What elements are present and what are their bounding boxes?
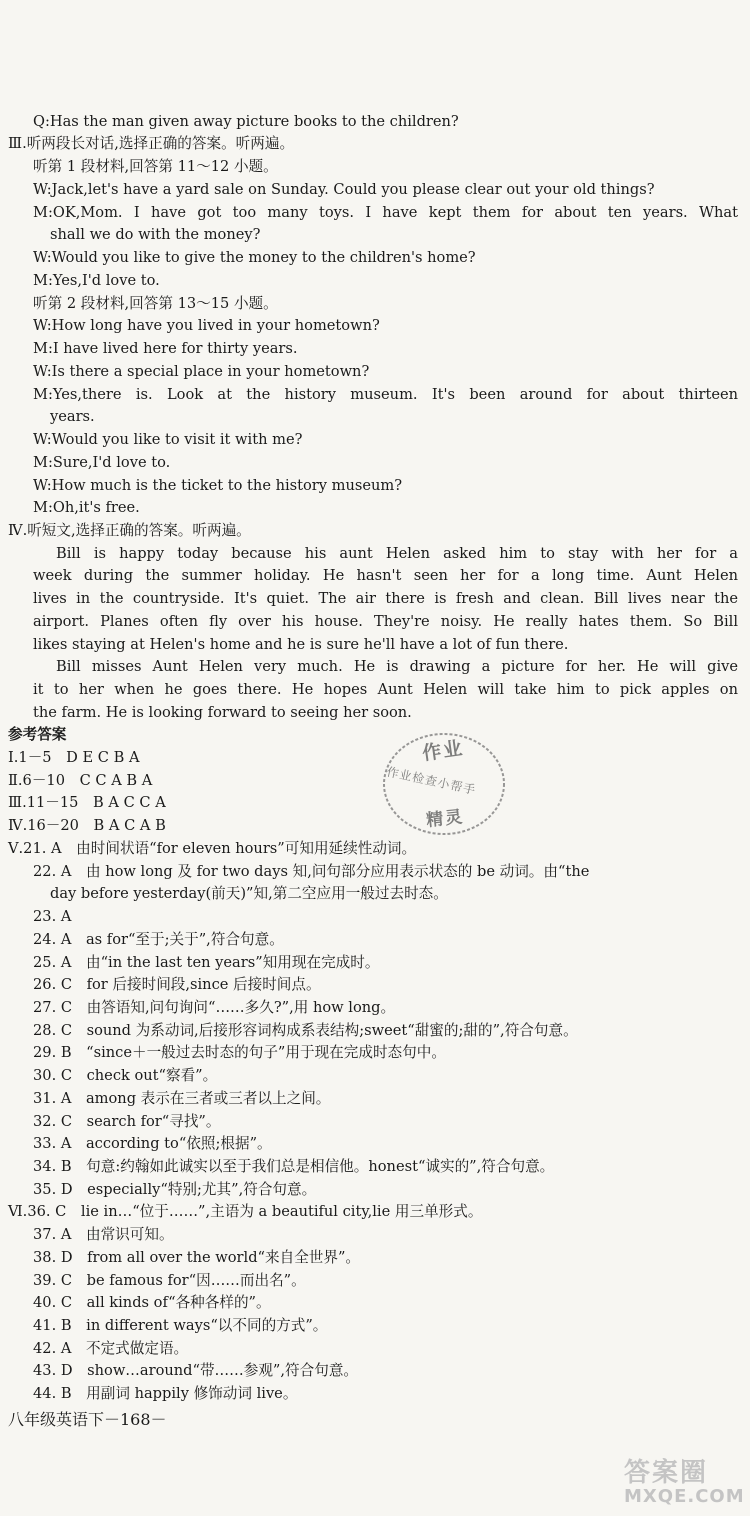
text-line: 24. A as for“至于;关于”,符合句意。: [33, 931, 284, 948]
text-line: 38. D from all over the world“来自全世界”。: [33, 1249, 361, 1266]
text-line: Ⅰ.1－5 D E C B A: [8, 749, 140, 766]
seal-stamp: [378, 728, 510, 840]
stamp-text-top: 作业: [420, 737, 466, 765]
text-line: 33. A according to“依照;根据”。: [33, 1135, 272, 1152]
text-line: M:Yes,there is. Look at the history museum. It's been around for about thirteen: [33, 386, 738, 403]
text-line: Bill is happy today because his aunt Helen asked him to stay with her for a: [56, 545, 738, 562]
text-line: 31. A among 表示在三者或三者以上之间。: [33, 1090, 331, 1107]
text-line: W:Jack,let's have a yard sale on Sunday. Could you please clear out your old things?: [33, 181, 655, 198]
text-line: 41. B in different ways“以不同的方式”。: [33, 1317, 328, 1334]
stamp-text-bottom: 精灵: [425, 807, 466, 831]
text-line: 26. C for 后接时间段,since 后接时间点。: [33, 976, 321, 993]
text-line: M:I have lived here for thirty years.: [33, 340, 298, 357]
text-line: M:Yes,I'd love to.: [33, 272, 160, 289]
text-line: Ⅱ.6－10 C C A B A: [8, 772, 153, 789]
text-line: 39. C be famous for“因……而出名”。: [33, 1272, 306, 1289]
text-line: shall we do with the money?: [50, 226, 261, 243]
text-line: 43. D show…around“带……参观”,符合句意。: [33, 1362, 359, 1379]
site-watermark: [622, 1452, 746, 1510]
text-line: Q:Has the man given away picture books to the children?: [33, 113, 459, 130]
text-line: 27. C 由答语知,问句询问“……多久?”,用 how long。: [33, 999, 396, 1016]
text-line: 44. B 用副词 happily 修饰动词 live。: [33, 1385, 298, 1402]
text-line: lives in the countryside. It's quiet. The air there is fresh and clean. Bill lives near the: [33, 590, 738, 607]
text-line: airport. Planes often fly over his house. They're noisy. He really hates them. So Bill: [33, 613, 738, 630]
text-line: 听第 2 段材料,回答第 13～15 小题。: [33, 295, 278, 312]
text-line: 23. A: [33, 908, 72, 925]
text-line: Ⅲ.听两段长对话,选择正确的答案。听两遍。: [8, 135, 295, 152]
text-line: 25. A 由“in the last ten years”知用现在完成时。: [33, 954, 380, 971]
text-line: it to her when he goes there. He hopes Aunt Helen will take him to pick apples on: [33, 681, 738, 698]
text-line: day before yesterday(前天)”知,第二空应用一般过去时态。: [50, 885, 448, 902]
text-line: W:How much is the ticket to the history museum?: [33, 477, 403, 494]
text-line: 29. B “since＋一般过去时态的句子”用于现在完成时态句中。: [33, 1044, 446, 1061]
text-line: 34. B 句意:约翰如此诚实以至于我们总是相信他。honest“诚实的”,符合句意。: [33, 1158, 555, 1175]
text-line: 听第 1 段材料,回答第 11～12 小题。: [33, 158, 278, 175]
text-line: 42. A 不定式做定语。: [33, 1340, 189, 1357]
text-line: 40. C all kinds of“各种各样的”。: [33, 1294, 271, 1311]
text-line: Ⅳ.听短文,选择正确的答案。听两遍。: [8, 522, 251, 539]
text-line: M:Oh,it's free.: [33, 499, 140, 516]
page-footer: 八年级英语下－168－: [8, 1410, 167, 1429]
text-line: W:Would you like to give the money to the children's home?: [33, 249, 476, 266]
text-line: M:Sure,I'd love to.: [33, 454, 171, 471]
watermark-line2: MXQE.COM: [624, 1486, 745, 1507]
text-line: Ⅴ.21. A 由时间状语“for eleven hours”可知用延续性动词。: [8, 840, 417, 857]
watermark-line1: 答案圈: [624, 1458, 709, 1488]
text-line: 28. C sound 为系动词,后接形容词构成系表结构;sweet“甜蜜的;甜的”,符合句意。: [33, 1022, 578, 1039]
text-line: 22. A 由 how long 及 for two days 知,问句部分应用表示状态的 be 动词。由“the: [33, 863, 590, 880]
text-line: 30. C check out“察看”。: [33, 1067, 218, 1084]
text-line: Bill misses Aunt Helen very much. He is drawing a picture for her. He will give: [56, 658, 738, 675]
text-line: Ⅳ.16－20 B A C A B: [8, 817, 166, 834]
text-line: 32. C search for“寻找”。: [33, 1113, 221, 1130]
stamp-text-middle: 作业检查小帮手: [385, 764, 478, 798]
text-line: likes staying at Helen's home and he is sure he'll have a lot of fun there.: [33, 636, 569, 653]
text-line: the farm. He is looking forward to seeing her soon.: [33, 704, 412, 721]
text-line: M:OK,Mom. I have got too many toys. I have kept them for about ten years. What: [33, 204, 738, 221]
text-line: week during the summer holiday. He hasn't seen her for a long time. Aunt Helen: [33, 567, 738, 584]
text-line: Ⅲ.11－15 B A C C A: [8, 794, 166, 811]
text-line: Ⅵ.36. C lie in…“位于……”,主语为 a beautiful city,lie 用三单形式。: [8, 1203, 483, 1220]
text-line: 参考答案: [8, 726, 67, 743]
text-line: years.: [50, 408, 95, 425]
text-line: W:How long have you lived in your hometown?: [33, 317, 380, 334]
text-line: W:Would you like to visit it with me?: [33, 431, 303, 448]
text-line: 35. D especially“特别;尤其”,符合句意。: [33, 1181, 317, 1198]
text-line: W:Is there a special place in your hometown?: [33, 363, 370, 380]
text-line: 37. A 由常识可知。: [33, 1226, 174, 1243]
